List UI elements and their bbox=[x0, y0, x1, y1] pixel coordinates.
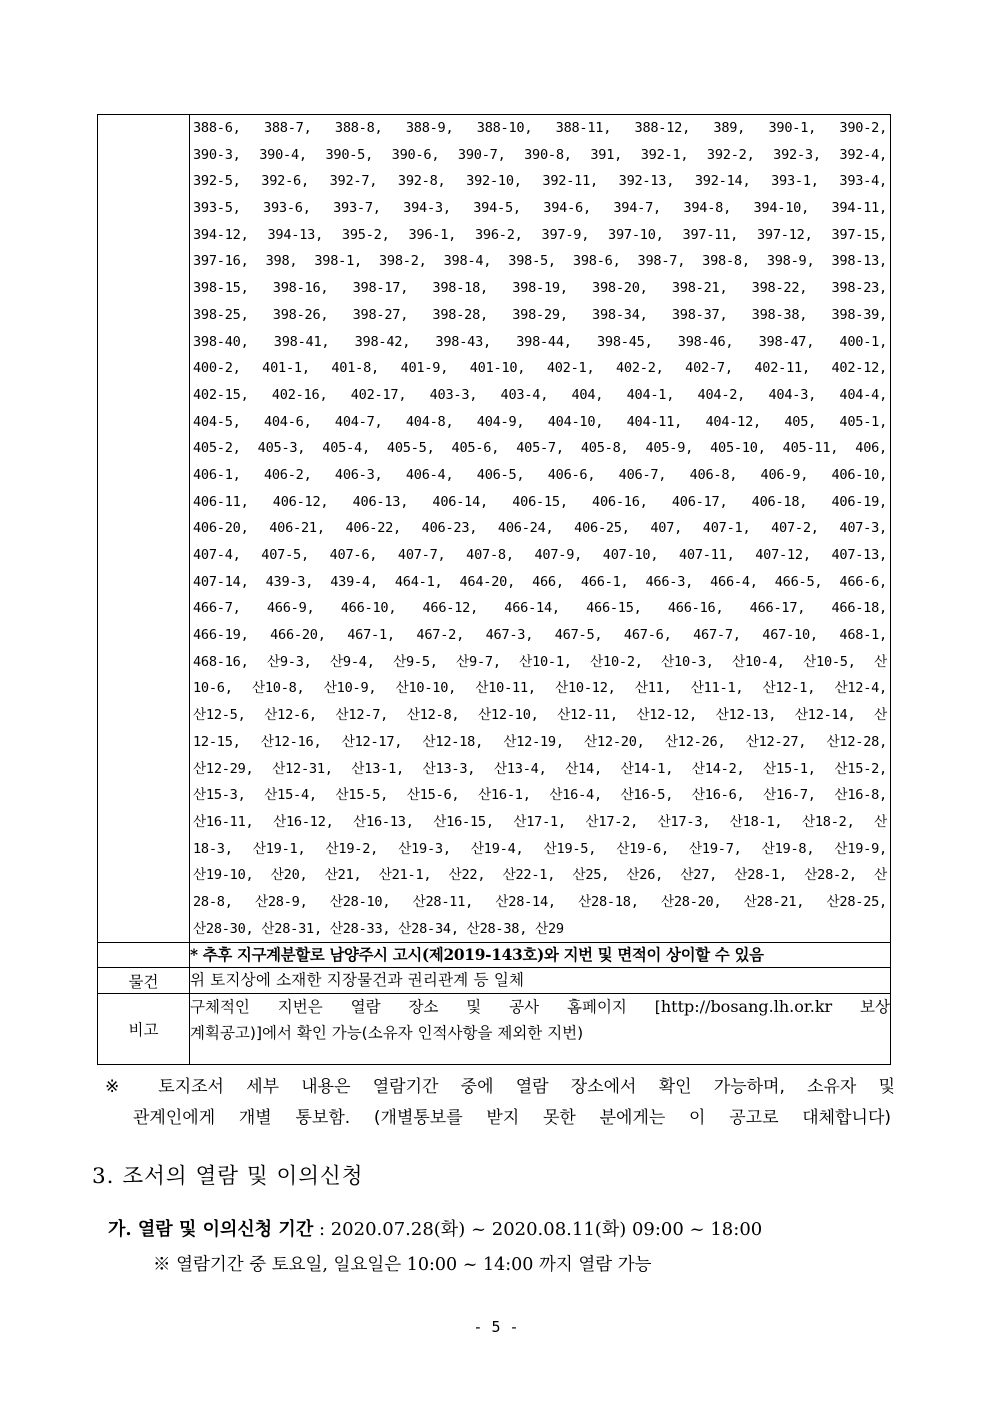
boundary-note: * 추후 지구계분할로 남양주시 고시(제2019-143호)와 지번 및 면적이 상이할 수 있음 bbox=[190, 943, 891, 968]
inspection-period bbox=[108, 1215, 762, 1241]
lot-line: 398-15, 398-16, 398-17, 398-18, 398-19, 398-20, 398-21, 398-22, 398-23, bbox=[193, 280, 887, 297]
lot-line: 18-3, 산19-1, 산19-2, 산19-3, 산19-4, 산19-5, 산19-6, 산19-7, 산19-8, 산19-9, bbox=[193, 840, 887, 857]
lot-line: 393-5, 393-6, 393-7, 394-3, 394-5, 394-6, 394-7, 394-8, 394-10, 394-11, bbox=[193, 200, 887, 217]
lot-line: 산16-11, 산16-12, 산16-13, 산16-15, 산17-1, 산17-2, 산17-3, 산18-1, 산18-2, 산 bbox=[193, 813, 887, 830]
remark-row bbox=[98, 994, 891, 1065]
lot-line: 산12-5, 산12-6, 산12-7, 산12-8, 산12-10, 산12-11, 산12-12, 산12-13, 산12-14, 산 bbox=[193, 707, 887, 724]
lot-line: 390-3, 390-4, 390-5, 390-6, 390-7, 390-8, 391, 392-1, 392-2, 392-3, 392-4, bbox=[193, 146, 887, 163]
goods-row bbox=[98, 968, 891, 994]
lot-line: 406-11, 406-12, 406-13, 406-14, 406-15, 406-16, 406-17, 406-18, 406-19, bbox=[193, 493, 887, 510]
note-label-cell bbox=[98, 943, 190, 968]
lot-line: 산28-30, 산28-31, 산28-33, 산28-34, 산28-38, 산29 bbox=[193, 920, 564, 937]
lot-line: 404-5, 404-6, 404-7, 404-8, 404-9, 404-10, 404-11, 404-12, 405, 405-1, bbox=[193, 413, 887, 430]
lot-line: 12-15, 산12-16, 산12-17, 산12-18, 산12-19, 산12-20, 산12-26, 산12-27, 산12-28, bbox=[193, 733, 887, 750]
section-heading: 3. 조서의 열람 및 이의신청 bbox=[92, 1164, 364, 1189]
lot-line: 397-16, 398, 398-1, 398-2, 398-4, 398-5, 398-6, 398-7, 398-8, 398-9, 398-13, bbox=[193, 253, 887, 270]
lot-line: 388-6, 388-7, 388-8, 388-9, 388-10, 388-11, 388-12, 389, 390-1, 390-2, bbox=[193, 120, 887, 136]
lot-line: 394-12, 394-13, 395-2, 396-1, 396-2, 397-9, 397-10, 397-11, 397-12, 397-15, bbox=[193, 226, 887, 243]
remark-label: 비고 bbox=[98, 994, 190, 1065]
remark-text bbox=[190, 994, 891, 1065]
goods-text: 위 토지상에 소재한 지장물건과 권리관계 등 일체 bbox=[190, 968, 891, 994]
lot-line: 10-6, 산10-8, 산10-9, 산10-10, 산10-11, 산10-12, 산11, 산11-1, 산12-1, 산12-4, bbox=[193, 680, 887, 697]
lot-line: 466-7, 466-9, 466-10, 466-12, 466-14, 466-15, 466-16, 466-17, 466-18, bbox=[193, 600, 887, 617]
lot-line: 406-20, 406-21, 406-22, 406-23, 406-24, 406-25, 407, 407-1, 407-2, 407-3, bbox=[193, 520, 887, 537]
page-number: - 5 - bbox=[473, 1318, 519, 1336]
homepage-link[interactable]: http://bosang.lh.or.kr bbox=[660, 997, 833, 1017]
inspection-period-value: : 2020.07.28(화) ~ 2020.08.11(화) 09:00 ~ 18:00 bbox=[313, 1219, 763, 1240]
remark-line-1-pre: 구체적인 지번은 열람 장소 및 공사 홈페이지 [ bbox=[190, 998, 661, 1017]
lot-line: 468-16, 산9-3, 산9-4, 산9-5, 산9-7, 산10-1, 산10-2, 산10-3, 산10-4, 산10-5, 산 bbox=[193, 653, 887, 670]
lot-line: 산15-3, 산15-4, 산15-5, 산15-6, 산16-1, 산16-4, 산16-5, 산16-6, 산16-7, 산16-8, bbox=[193, 787, 887, 804]
lot-line: 402-15, 402-16, 402-17, 403-3, 403-4, 404, 404-1, 404-2, 404-3, 404-4, bbox=[193, 386, 887, 403]
remark-line-1 bbox=[190, 994, 890, 1020]
lot-line: 산12-29, 산12-31, 산13-1, 산13-3, 산13-4, 산14, 산14-1, 산14-2, 산15-1, 산15-2, bbox=[193, 760, 887, 777]
lot-line: 398-40, 398-41, 398-42, 398-43, 398-44, 398-45, 398-46, 398-47, 400-1, bbox=[193, 333, 887, 350]
lot-row bbox=[98, 115, 891, 943]
notice-paragraph bbox=[105, 1072, 895, 1134]
lot-line: 407-4, 407-5, 407-6, 407-7, 407-8, 407-9, 407-10, 407-11, 407-12, 407-13, bbox=[193, 547, 887, 563]
goods-label: 물건 bbox=[98, 968, 190, 994]
inspection-period-label: 가. 열람 및 이의신청 기간 bbox=[108, 1219, 314, 1240]
note-row bbox=[98, 943, 891, 968]
lot-line: 28-8, 산28-9, 산28-10, 산28-11, 산28-14, 산28-18, 산28-20, 산28-21, 산28-25, bbox=[193, 893, 887, 910]
land-table bbox=[97, 114, 891, 1065]
remark-line-1-post: 보상 bbox=[832, 998, 891, 1017]
lot-line: 398-25, 398-26, 398-27, 398-28, 398-29, 398-34, 398-37, 398-38, 398-39, bbox=[193, 306, 887, 323]
lot-line: 392-5, 392-6, 392-7, 392-8, 392-10, 392-11, 392-13, 392-14, 393-1, 393-4, bbox=[193, 173, 887, 190]
lot-line: 405-2, 405-3, 405-4, 405-5, 405-6, 405-7, 405-8, 405-9, 405-10, 405-11, 406, bbox=[193, 440, 887, 457]
notice-line-2: 관계인에게 개별 통보함. (개별통보를 받지 못한 분에게는 이 공고로 대체합니다) bbox=[133, 1108, 891, 1128]
lot-label-cell bbox=[98, 115, 190, 943]
remark-line-2: 계획공고)]에서 확인 가능(소유자 인적사항을 제외한 지번) bbox=[190, 1024, 584, 1043]
lot-line: 400-2, 401-1, 401-8, 401-9, 401-10, 402-1, 402-2, 402-7, 402-11, 402-12, bbox=[193, 360, 887, 377]
lot-line: 406-1, 406-2, 406-3, 406-4, 406-5, 406-6, 406-7, 406-8, 406-9, 406-10, bbox=[193, 466, 887, 483]
weekend-note: ※ 열람기간 중 토요일, 일요일은 10:00 ~ 14:00 까지 열람 가능 bbox=[153, 1255, 652, 1275]
notice-line-1: ※ 토지조서 세부 내용은 열람기간 중에 열람 장소에서 확인 가능하며, 소유자 및 bbox=[105, 1077, 895, 1097]
lot-line: 466-19, 466-20, 467-1, 467-2, 467-3, 467-5, 467-6, 467-7, 467-10, 468-1, bbox=[193, 627, 887, 644]
lot-line: 산19-10, 산20, 산21, 산21-1, 산22, 산22-1, 산25, 산26, 산27, 산28-1, 산28-2, 산 bbox=[193, 867, 887, 884]
lot-number-list bbox=[190, 115, 891, 943]
lot-line: 407-14, 439-3, 439-4, 464-1, 464-20, 466, 466-1, 466-3, 466-4, 466-5, 466-6, bbox=[193, 573, 887, 590]
